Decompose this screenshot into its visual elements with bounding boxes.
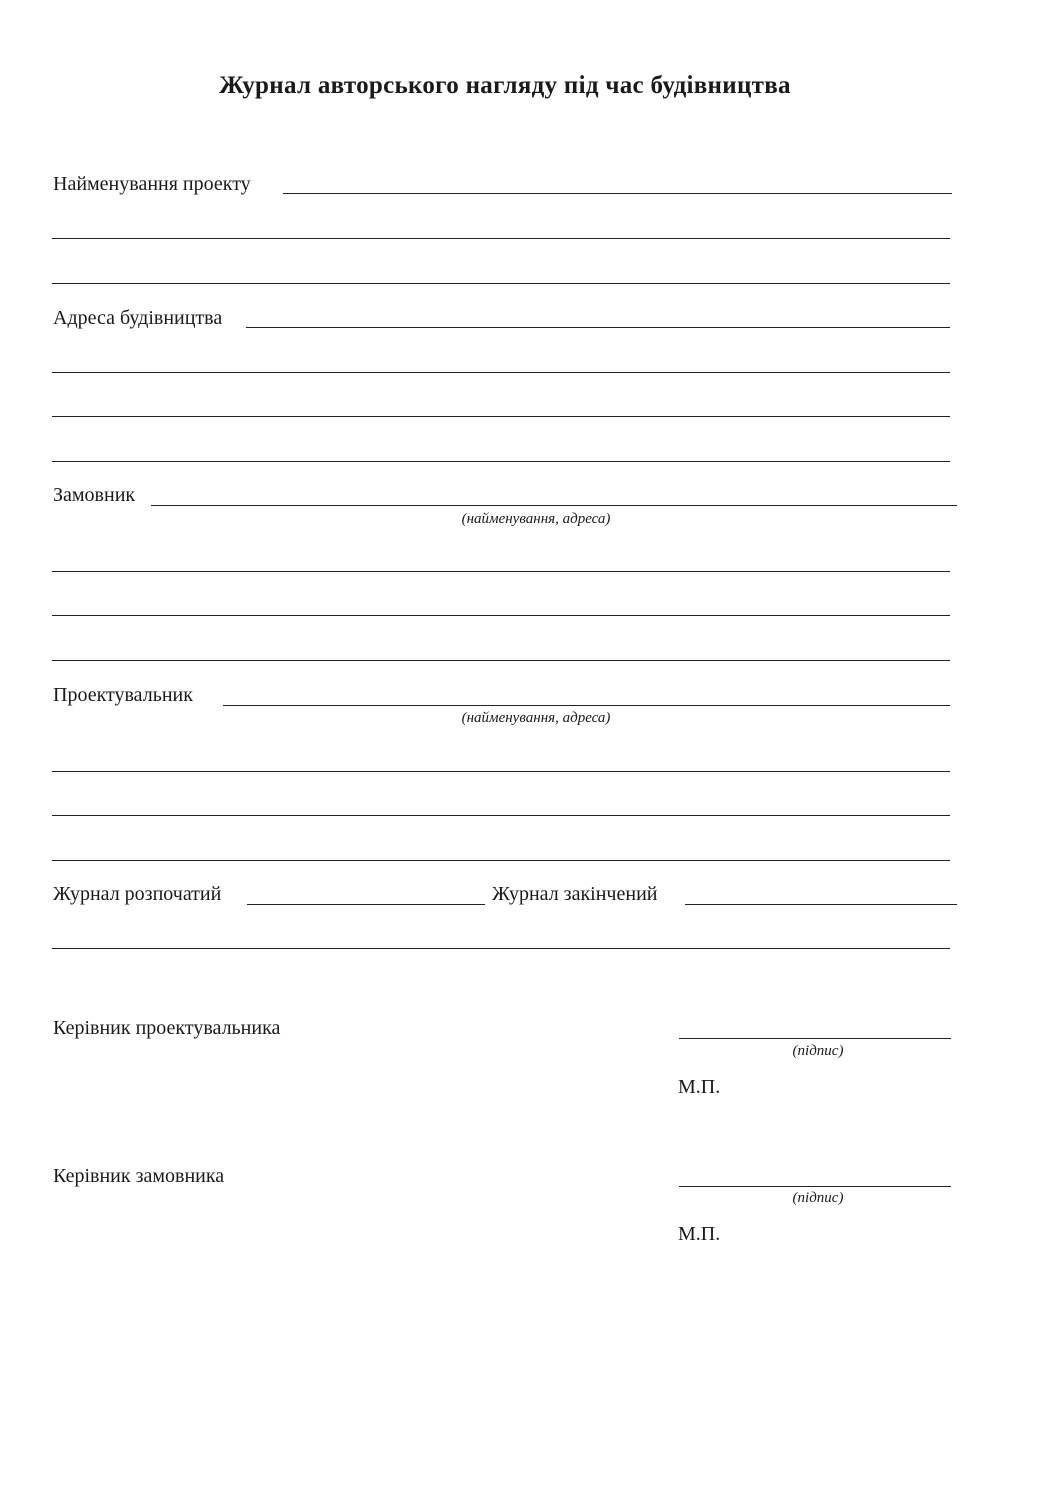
- page-title: Журнал авторського нагляду під час будівництва: [219, 72, 791, 99]
- journal-started-field[interactable]: [247, 904, 485, 905]
- project-name-label: Найменування проекту: [53, 173, 251, 195]
- project-name-line-3[interactable]: [52, 283, 950, 284]
- journal-line-2[interactable]: [52, 948, 950, 949]
- designer-line-4[interactable]: [52, 860, 950, 861]
- designer-line-3[interactable]: [52, 815, 950, 816]
- address-line-3[interactable]: [52, 416, 950, 417]
- customer-label: Замовник: [53, 484, 136, 506]
- designer-label: Проектувальник: [53, 684, 193, 706]
- designer-head-signature-caption: (підпис): [792, 1043, 844, 1059]
- designer-head-label: Керівник проектувальника: [53, 1017, 281, 1039]
- customer-head-seal: М.П.: [678, 1223, 721, 1245]
- designer-caption: (найменування, адреса): [461, 710, 611, 726]
- address-label: Адреса будівництва: [53, 307, 223, 329]
- journal-finished-field[interactable]: [685, 904, 957, 905]
- address-line-2[interactable]: [52, 372, 950, 373]
- designer-field[interactable]: [223, 705, 950, 706]
- customer-line-2[interactable]: [52, 571, 950, 572]
- customer-head-signature-caption: (підпис): [792, 1190, 844, 1206]
- designer-head-seal: М.П.: [678, 1076, 721, 1098]
- address-field[interactable]: [246, 327, 950, 328]
- customer-head-label: Керівник замовника: [53, 1165, 225, 1187]
- designer-head-signature-field[interactable]: [679, 1038, 951, 1039]
- customer-field[interactable]: [151, 505, 957, 506]
- project-name-line-2[interactable]: [52, 238, 950, 239]
- address-line-4[interactable]: [52, 461, 950, 462]
- customer-line-3[interactable]: [52, 615, 950, 616]
- customer-caption: (найменування, адреса): [461, 511, 611, 527]
- customer-line-4[interactable]: [52, 660, 950, 661]
- customer-head-signature-field[interactable]: [679, 1186, 951, 1187]
- journal-started-label: Журнал розпочатий: [53, 883, 222, 905]
- project-name-field[interactable]: [283, 193, 952, 194]
- designer-line-2[interactable]: [52, 771, 950, 772]
- journal-finished-label: Журнал закінчений: [492, 883, 658, 905]
